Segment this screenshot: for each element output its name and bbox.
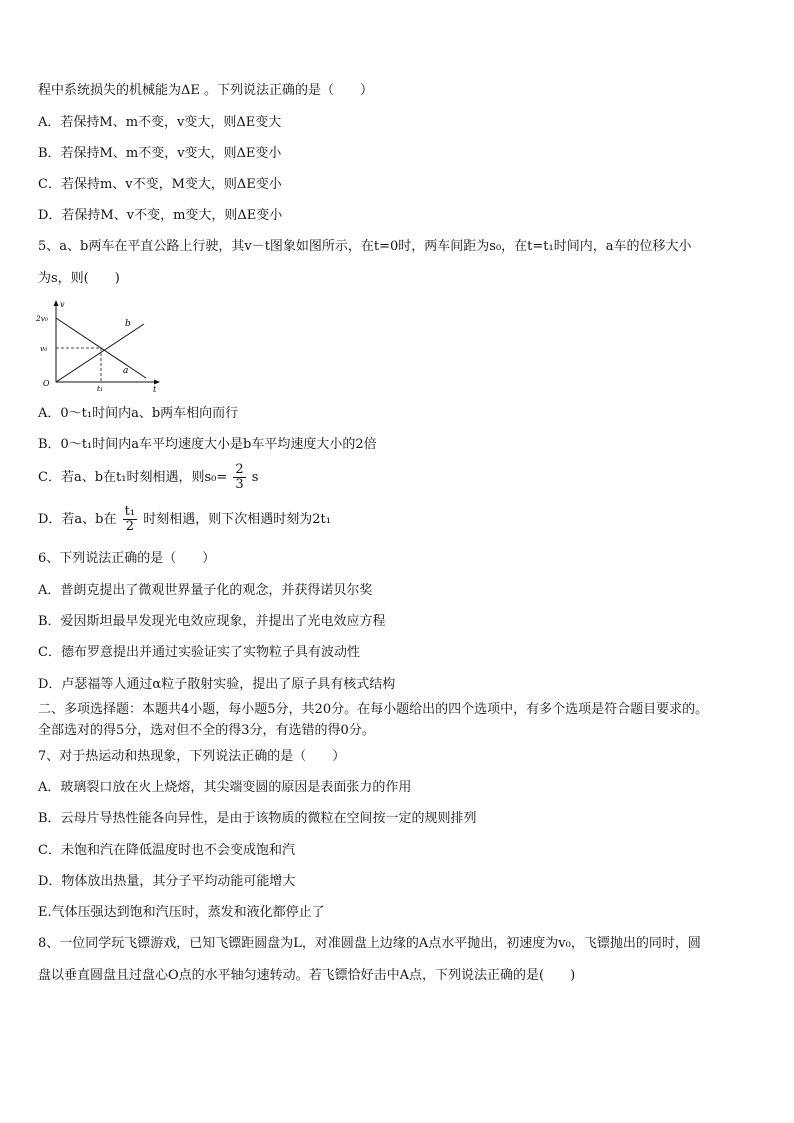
section-heading: 二、多项选择题：本题共4小题，每小题5分，共20分。在每小题给出的四个选项中，有多个选项是符合题目要求的。: [38, 702, 709, 717]
fraction-denominator: 2: [125, 519, 134, 534]
option-b: B．0～t₁时间内a车平均速度大小是b车平均速度大小的2倍: [38, 437, 377, 452]
tick-v0: v₀: [40, 344, 48, 353]
option-b: B．爱因斯坦最早发现光电效应现象，并提出了光电效应方程: [38, 614, 386, 629]
fraction-numerator: t₁: [124, 504, 136, 519]
tick-2v0: 2v₀: [36, 314, 49, 323]
question-8-cont: 盘以垂直圆盘且过盘心O点的水平轴匀速转动。若飞镖恰好击中A点，下列说法正确的是( ): [38, 968, 576, 983]
option-c: C．未饱和汽在降低温度时也不会变成饱和汽: [38, 843, 295, 858]
origin-label: O: [43, 379, 50, 388]
option-d-text: D．若a、b在: [38, 512, 117, 527]
question-6: 6、下列说法正确的是（ ）: [38, 551, 216, 566]
section-heading-cont: 全部选对的得5分，选对但不全的得3分，有选错的得0分。: [38, 723, 375, 738]
label-b: b: [125, 319, 131, 329]
option-d: [38, 505, 331, 534]
question-5-cont: 为s，则( ): [38, 271, 120, 286]
y-axis-arrow: [54, 300, 59, 306]
vt-graph: [34, 298, 164, 394]
option-b: B．云母片导热性能各向异性，是由于该物质的微粒在空间按一定的规则排列: [38, 811, 477, 826]
fraction-denominator: 3: [235, 477, 244, 492]
option-a: A．玻璃裂口放在火上烧熔，其尖端变圆的原因是表面张力的作用: [38, 780, 412, 795]
option-a: A．0～t₁时间内a、b两车相向而行: [38, 406, 239, 421]
label-a: a: [123, 366, 129, 376]
question-8: 8、一位同学玩飞镖游戏，已知飞镖距圆盘为L，对准圆盘上边缘的A点水平抛出，初速度为v₀，飞镖抛出的同时，圆: [38, 936, 701, 951]
option-d-tail: 时刻相遇，则下次相遇时刻为2t₁: [143, 512, 331, 527]
option-c-text: C．若a、b在t₁时刻相遇，则s₀=: [38, 470, 228, 485]
option-d: D．若保持M、v不变，m变大，则ΔE变小: [38, 208, 283, 223]
option-c: [38, 463, 258, 492]
fraction: [233, 463, 245, 492]
option-c: C．若保持m、v不变，M变大，则ΔE变小: [38, 177, 282, 192]
option-a: A．普朗克提出了微观世界量子化的观念，并获得诺贝尔奖: [38, 583, 373, 598]
fraction: [123, 505, 137, 534]
option-d: D．卢瑟福等人通过α粒子散射实验，提出了原子具有核式结构: [38, 677, 396, 692]
line-b: [56, 324, 144, 382]
question-5: 5、a、b两车在平直公路上行驶，其v－t图象如图所示，在t=0时，两车间距为s₀，在t=t₁时间内，a车的位移大小: [38, 239, 692, 254]
option-c: C．德布罗意提出并通过实验证实了实物粒子具有波动性: [38, 645, 360, 660]
x-axis-arrow: [154, 380, 160, 385]
tick-t1: t₁: [97, 384, 104, 393]
x-axis-label: t: [153, 385, 157, 394]
option-b: B．若保持M、m不变，v变大，则ΔE变小: [38, 146, 282, 161]
option-e: E.气体压强达到饱和汽压时，蒸发和液化都停止了: [38, 905, 325, 920]
option-d: D．物体放出热量，其分子平均动能可能增大: [38, 874, 296, 889]
fraction-numerator: 2: [235, 462, 244, 477]
question-7: 7、对于热运动和热现象，下列说法正确的是（ ）: [38, 749, 346, 764]
option-c-tail: s: [251, 470, 259, 485]
text-line: 程中系统损失的机械能为ΔE 。下列说法正确的是（ ）: [38, 83, 374, 98]
y-axis-label: v: [60, 300, 65, 309]
option-a: A．若保持M、m不变，v变大，则ΔE变大: [38, 115, 282, 130]
